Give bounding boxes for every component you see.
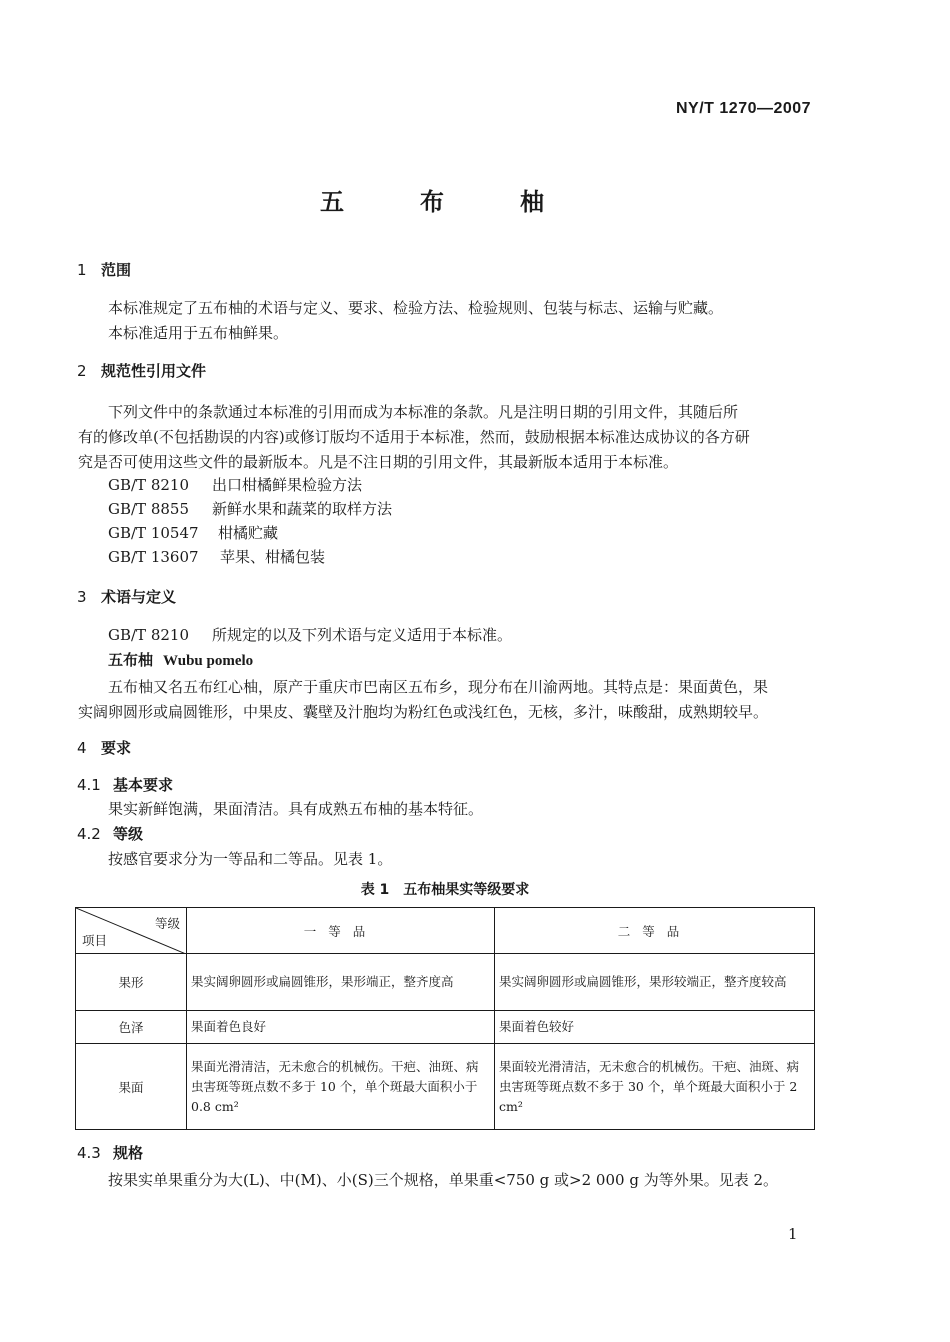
table-corner-cell <box>76 908 187 954</box>
document-title: 五 布 柚 <box>320 188 570 216</box>
definition-line: 实阔卵圆形或扁圆锥形，中果皮、囊壁及汁胞均为粉红色或浅红色，无核，多汁，味酸甜，成熟期较早。 <box>78 703 769 721</box>
reference-code: GB/T 8210 <box>108 476 190 494</box>
section-title: 规格 <box>113 1144 144 1162</box>
term-chinese: 五布柚 <box>108 651 154 669</box>
reference-item <box>108 522 278 543</box>
paragraph: 按感官要求分为一等品和二等品。见表 1。 <box>108 850 393 868</box>
corner-item-label: 项目 <box>82 933 108 948</box>
row-item-label: 色泽 <box>76 1011 187 1044</box>
grade-2-cell: 果面着色较好 <box>495 1011 815 1044</box>
section-number: 2 <box>77 362 87 380</box>
section-3-heading <box>77 586 176 607</box>
row-item-label: 果面 <box>76 1044 187 1130</box>
reference-code: GB/T 8855 <box>108 500 190 518</box>
reference-title: 苹果、柑橘包装 <box>220 548 326 566</box>
reference-title: 出口柑橘鲜果检验方法 <box>212 476 363 494</box>
section-number: 3 <box>77 588 87 606</box>
paragraph <box>108 624 512 645</box>
reference-code: GB/T 13607 <box>108 548 199 566</box>
column-header-grade-1: 一等品 <box>187 908 495 954</box>
section-title: 要求 <box>101 739 132 757</box>
table-row <box>76 1044 815 1130</box>
paragraph-line: 有的修改单(不包括勘误的内容)或修订版均不适用于本标准，然而，鼓励根据本标准达成协议的各方研 <box>78 428 750 446</box>
section-number: 1 <box>77 261 87 279</box>
reference-item <box>108 546 325 567</box>
table-title: 表 1 五布柚果实等级要求 <box>360 882 530 898</box>
reference-title: 新鲜水果和蔬菜的取样方法 <box>212 500 393 518</box>
section-number: 4 <box>77 739 87 757</box>
reference-code: GB/T 8210 <box>108 626 190 644</box>
section-title: 规范性引用文件 <box>101 362 207 380</box>
term-english: Wubu pomelo <box>163 653 254 669</box>
reference-code: GB/T 10547 <box>108 524 199 542</box>
column-header-grade-2: 二等品 <box>495 908 815 954</box>
section-title: 等级 <box>113 825 144 843</box>
paragraph: 本标准规定了五布柚的术语与定义、要求、检验方法、检验规则、包装与标志、运输与贮藏。 <box>108 299 724 317</box>
term-entry <box>108 649 253 670</box>
grade-1-cell: 果实阔卵圆形或扁圆锥形，果形端正，整齐度高 <box>187 954 495 1011</box>
reference-item <box>108 474 362 495</box>
grade-1-cell: 果面着色良好 <box>187 1011 495 1044</box>
section-number: 4.2 <box>77 825 101 843</box>
corner-grade-label: 等级 <box>154 916 180 931</box>
reference-item <box>108 498 392 519</box>
section-title: 基本要求 <box>113 776 174 794</box>
section-number: 4.3 <box>77 1144 101 1162</box>
section-title: 术语与定义 <box>101 588 177 606</box>
section-4-2-heading <box>77 823 143 844</box>
row-item-label: 果形 <box>76 954 187 1011</box>
paragraph-text: 所规定的以及下列术语与定义适用于本标准。 <box>212 626 513 644</box>
paragraph-line: 究是否可使用这些文件的最新版本。凡是不注日期的引用文件，其最新版本适用于本标准。 <box>78 453 679 471</box>
grade-2-cell: 果面较光滑清洁，无未愈合的机械伤。干疤、油斑、病虫害斑等斑点数不多于 30 个，单个斑最大面积小于 2 cm² <box>495 1044 815 1130</box>
reference-title: 柑橘贮藏 <box>218 524 279 542</box>
grade-2-cell: 果实阔卵圆形或扁圆锥形，果形较端正，整齐度较高 <box>495 954 815 1011</box>
paragraph: 按果实单果重分为大(L)、中(M)、小(S)三个规格，单果重<750 g 或>2 000 g 为等外果。见表 2。 <box>108 1171 779 1189</box>
table-header-row <box>76 908 815 954</box>
section-4-3-heading <box>77 1142 143 1163</box>
standard-number: NY/T 1270—2007 <box>676 100 812 117</box>
paragraph: 果实新鲜饱满，果面清洁。具有成熟五布柚的基本特征。 <box>108 800 484 818</box>
definition-line: 五布柚又名五布红心柚，原产于重庆市巴南区五布乡，现分布在川渝两地。其特点是：果面黄色，果 <box>108 678 769 696</box>
section-number: 4.1 <box>77 776 101 794</box>
table-row <box>76 954 815 1011</box>
section-1-heading <box>77 259 131 280</box>
grade-1-cell: 果面光滑清洁，无未愈合的机械伤。干疤、油斑、病虫害斑等斑点数不多于 10 个，单个斑最大面积小于 0.8 cm² <box>187 1044 495 1130</box>
grade-table <box>75 907 815 1130</box>
section-4-1-heading <box>77 774 173 795</box>
section-2-heading <box>77 360 206 381</box>
section-title: 范围 <box>101 261 132 279</box>
page-number: 1 <box>788 1225 798 1243</box>
section-4-heading <box>77 737 131 758</box>
table-row <box>76 1011 815 1044</box>
paragraph: 本标准适用于五布柚鲜果。 <box>108 324 289 342</box>
paragraph-line: 下列文件中的条款通过本标准的引用而成为本标准的条款。凡是注明日期的引用文件，其随后所 <box>108 403 739 421</box>
